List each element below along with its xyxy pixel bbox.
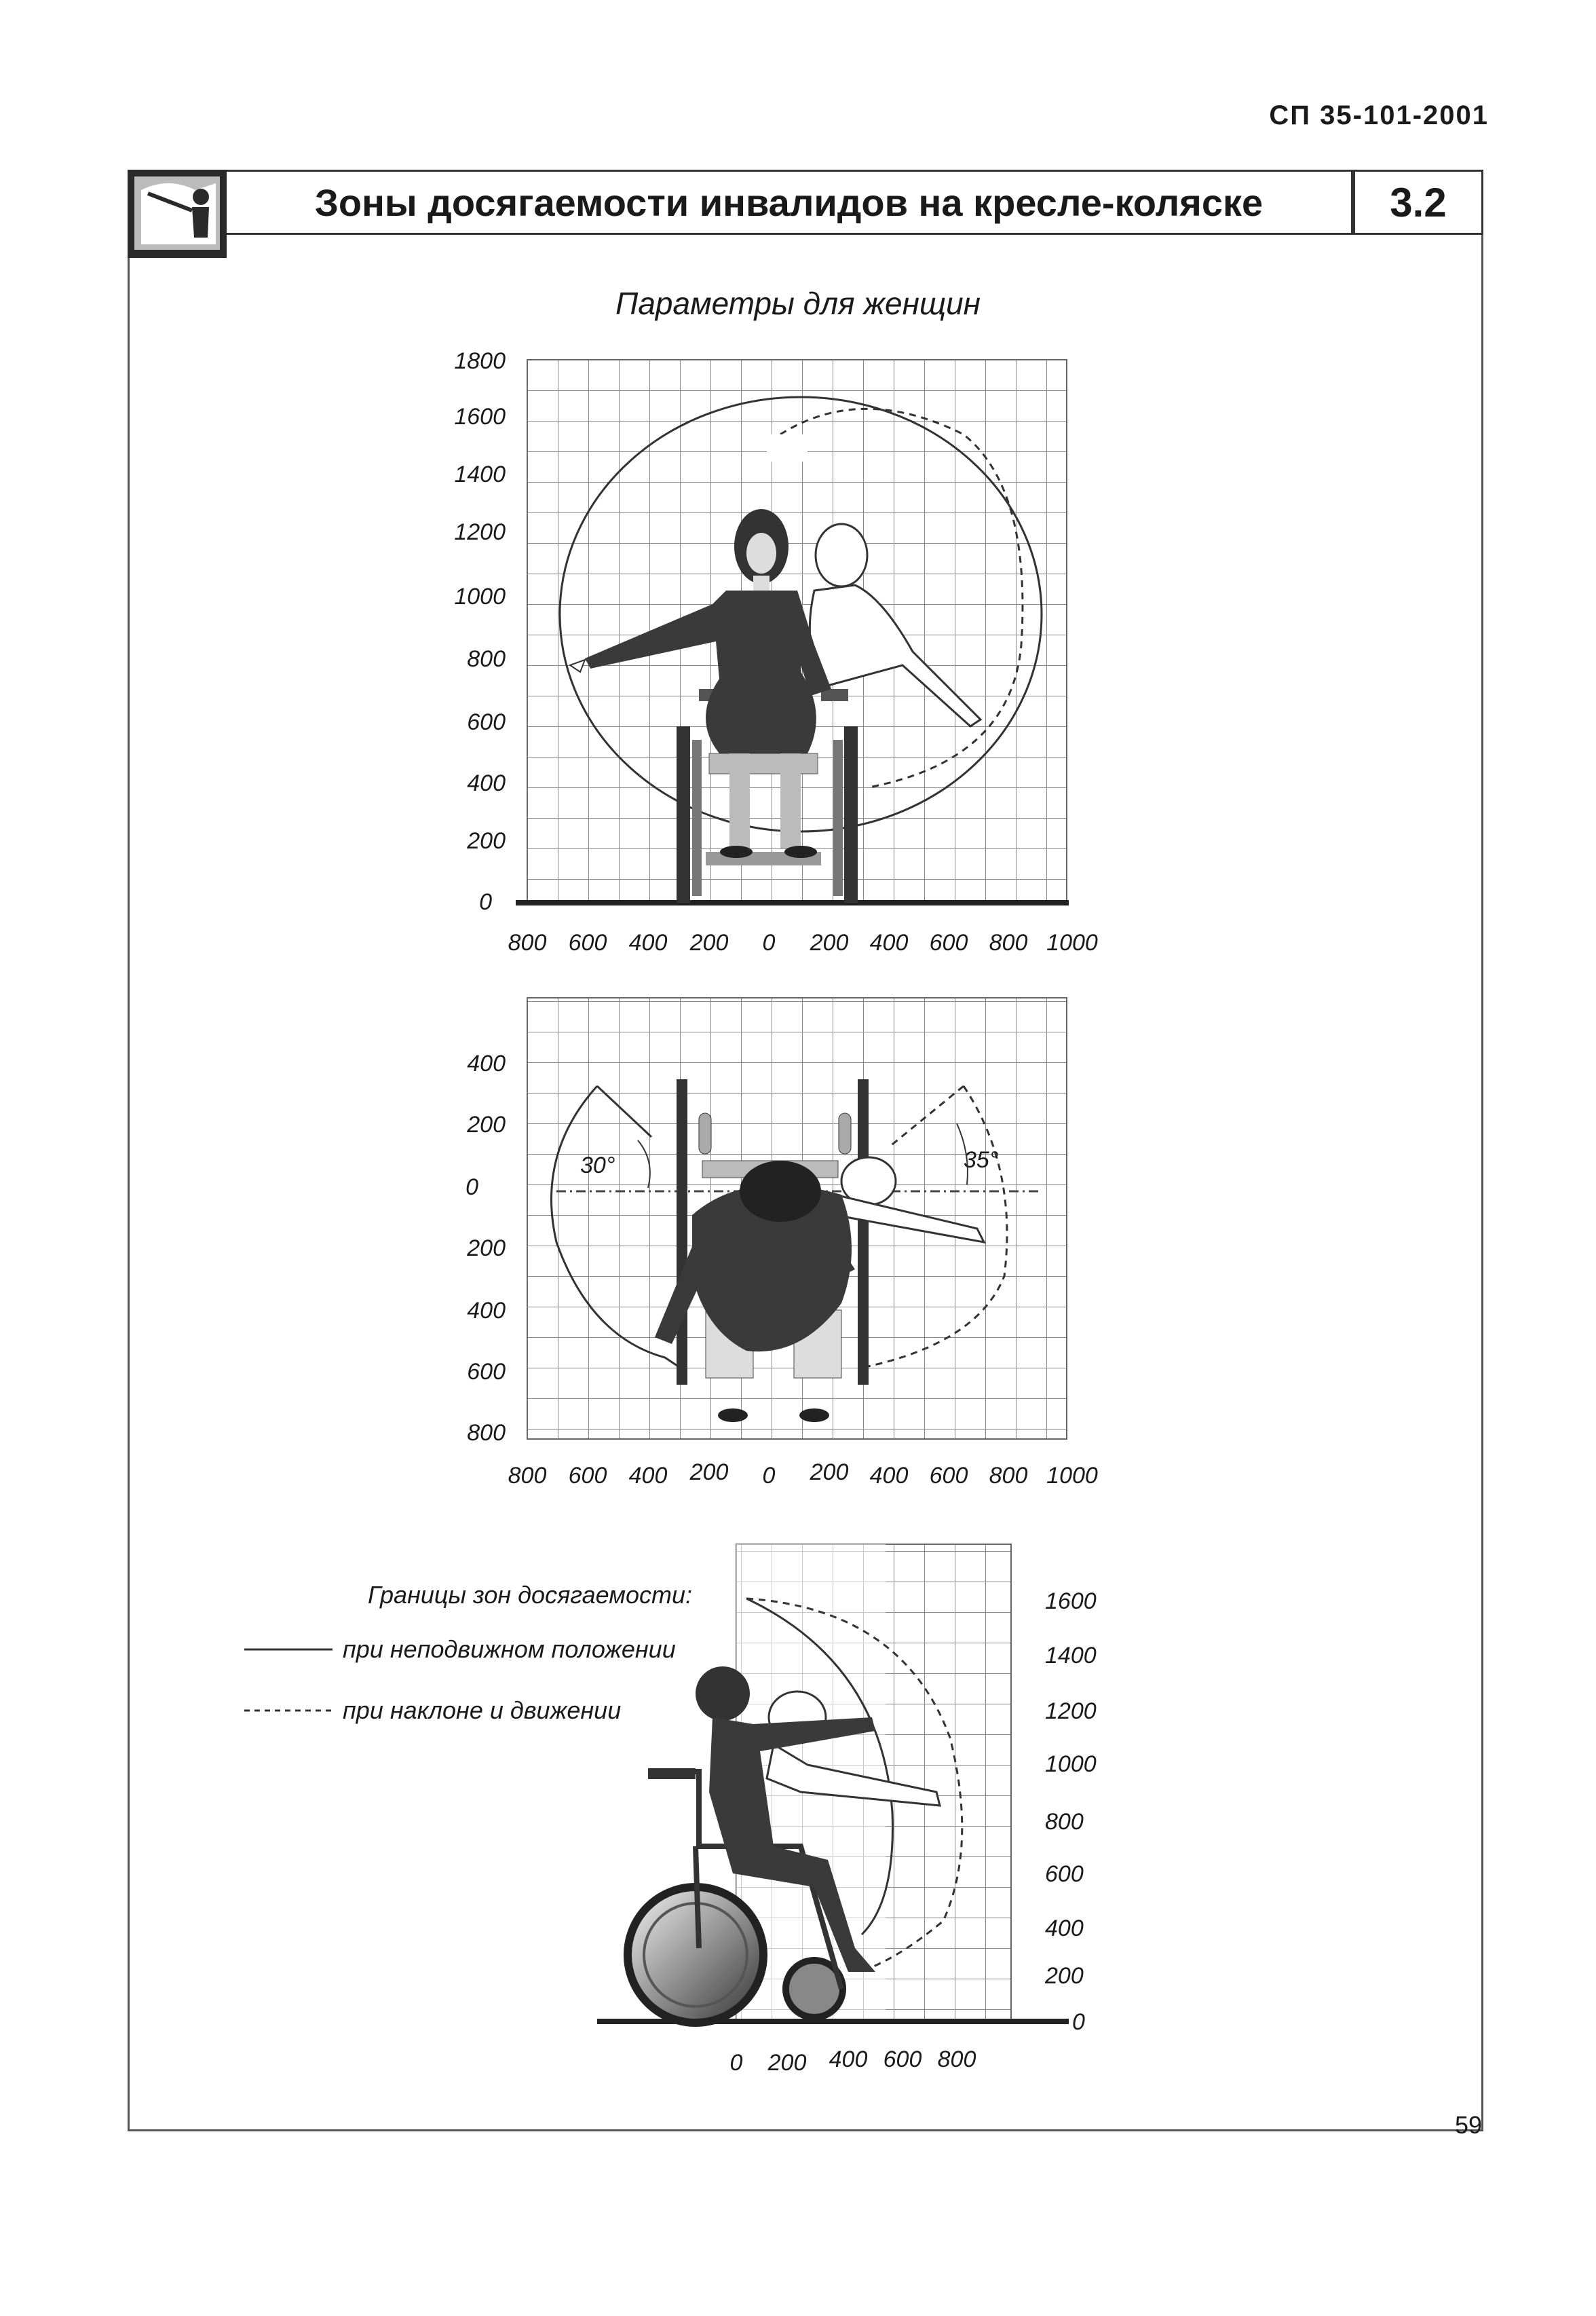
- side-x-axis: [730, 2047, 976, 2076]
- front-y-axis: [454, 348, 506, 915]
- front-x-tick: 0: [762, 930, 776, 956]
- front-y-tick: 400: [467, 770, 506, 796]
- front-y-tick: 1000: [454, 584, 506, 610]
- top-y-tick: 200: [467, 1235, 506, 1261]
- side-y-tick: 400: [1045, 1916, 1084, 1941]
- side-x-tick: 400: [829, 2047, 868, 2072]
- top-y-tick: 400: [467, 1298, 506, 1324]
- side-y-tick: 800: [1045, 1809, 1084, 1835]
- top-y-axis: [466, 1051, 506, 1446]
- top-x-tick: 800: [989, 1463, 1028, 1489]
- front-x-axis: [508, 930, 1098, 956]
- front-y-tick: 200: [467, 828, 506, 854]
- front-y-tick: 1600: [454, 404, 506, 430]
- front-y-tick: 800: [467, 646, 506, 672]
- section-number: 3.2: [1390, 179, 1447, 225]
- front-x-tick: 1000: [1046, 930, 1098, 956]
- subtitle: Параметры для женщин: [615, 286, 981, 321]
- side-x-tick: 200: [767, 2050, 807, 2076]
- top-y-tick: 800: [467, 1420, 506, 1446]
- front-x-tick: 400: [869, 930, 909, 956]
- top-x-axis: [508, 1459, 1098, 1489]
- front-y-tick: 1400: [454, 462, 506, 487]
- front-x-tick: 200: [689, 930, 729, 956]
- front-view-chart: [454, 348, 1098, 956]
- top-y-tick: 600: [467, 1359, 506, 1385]
- front-x-tick: 200: [810, 930, 849, 956]
- front-y-tick: 600: [467, 709, 506, 735]
- front-y-tick: 0: [479, 889, 492, 915]
- top-x-tick: 0: [762, 1463, 776, 1489]
- front-y-tick: 1800: [454, 348, 506, 374]
- top-y-tick: 400: [467, 1051, 506, 1077]
- top-x-tick: 400: [628, 1463, 668, 1489]
- side-view-chart: [597, 1544, 1097, 2076]
- side-y-axis: [1044, 1588, 1097, 2035]
- top-x-tick: 200: [810, 1459, 849, 1485]
- front-x-tick: 600: [568, 930, 607, 956]
- top-x-tick: 400: [869, 1463, 909, 1489]
- top-x-tick: 600: [929, 1463, 968, 1489]
- top-y-tick: 0: [466, 1174, 478, 1200]
- angle-label-right: 35°: [964, 1147, 999, 1173]
- side-x-tick: 800: [937, 2047, 976, 2072]
- legend-solid-label: при неподвижном положении: [343, 1635, 676, 1663]
- top-x-tick: 600: [568, 1463, 607, 1489]
- page-number: 59: [1454, 2111, 1482, 2139]
- top-x-tick: 1000: [1046, 1463, 1098, 1489]
- front-x-tick: 600: [929, 930, 968, 956]
- side-x-tick: 600: [883, 2047, 922, 2072]
- side-y-tick: 1400: [1045, 1643, 1097, 1668]
- side-y-tick: 1600: [1045, 1588, 1097, 1614]
- front-y-tick: 1200: [454, 519, 506, 545]
- front-x-tick: 800: [989, 930, 1028, 956]
- front-x-tick: 400: [628, 930, 668, 956]
- legend-dashed-label: при наклоне и движении: [343, 1696, 622, 1724]
- side-y-tick: 1000: [1045, 1751, 1097, 1777]
- top-x-tick: 200: [689, 1459, 729, 1485]
- legend-title: Границы зон досягаемости:: [368, 1581, 692, 1609]
- angle-label-left: 30°: [580, 1153, 615, 1178]
- side-y-tick: 0: [1072, 2009, 1085, 2035]
- side-y-tick: 1200: [1045, 1698, 1097, 1724]
- side-y-tick: 200: [1045, 1963, 1084, 1989]
- side-y-tick: 600: [1045, 1861, 1084, 1887]
- top-x-tick: 800: [508, 1463, 547, 1489]
- legend: [244, 1581, 692, 1724]
- document-code: СП 35-101-2001: [1269, 100, 1489, 130]
- top-y-tick: 200: [467, 1112, 506, 1138]
- front-x-tick: 800: [508, 930, 547, 956]
- top-view-chart: [466, 998, 1098, 1489]
- side-x-tick: 0: [729, 2050, 743, 2076]
- page-title: Зоны досягаемости инвалидов на кресле-коляске: [314, 181, 1264, 224]
